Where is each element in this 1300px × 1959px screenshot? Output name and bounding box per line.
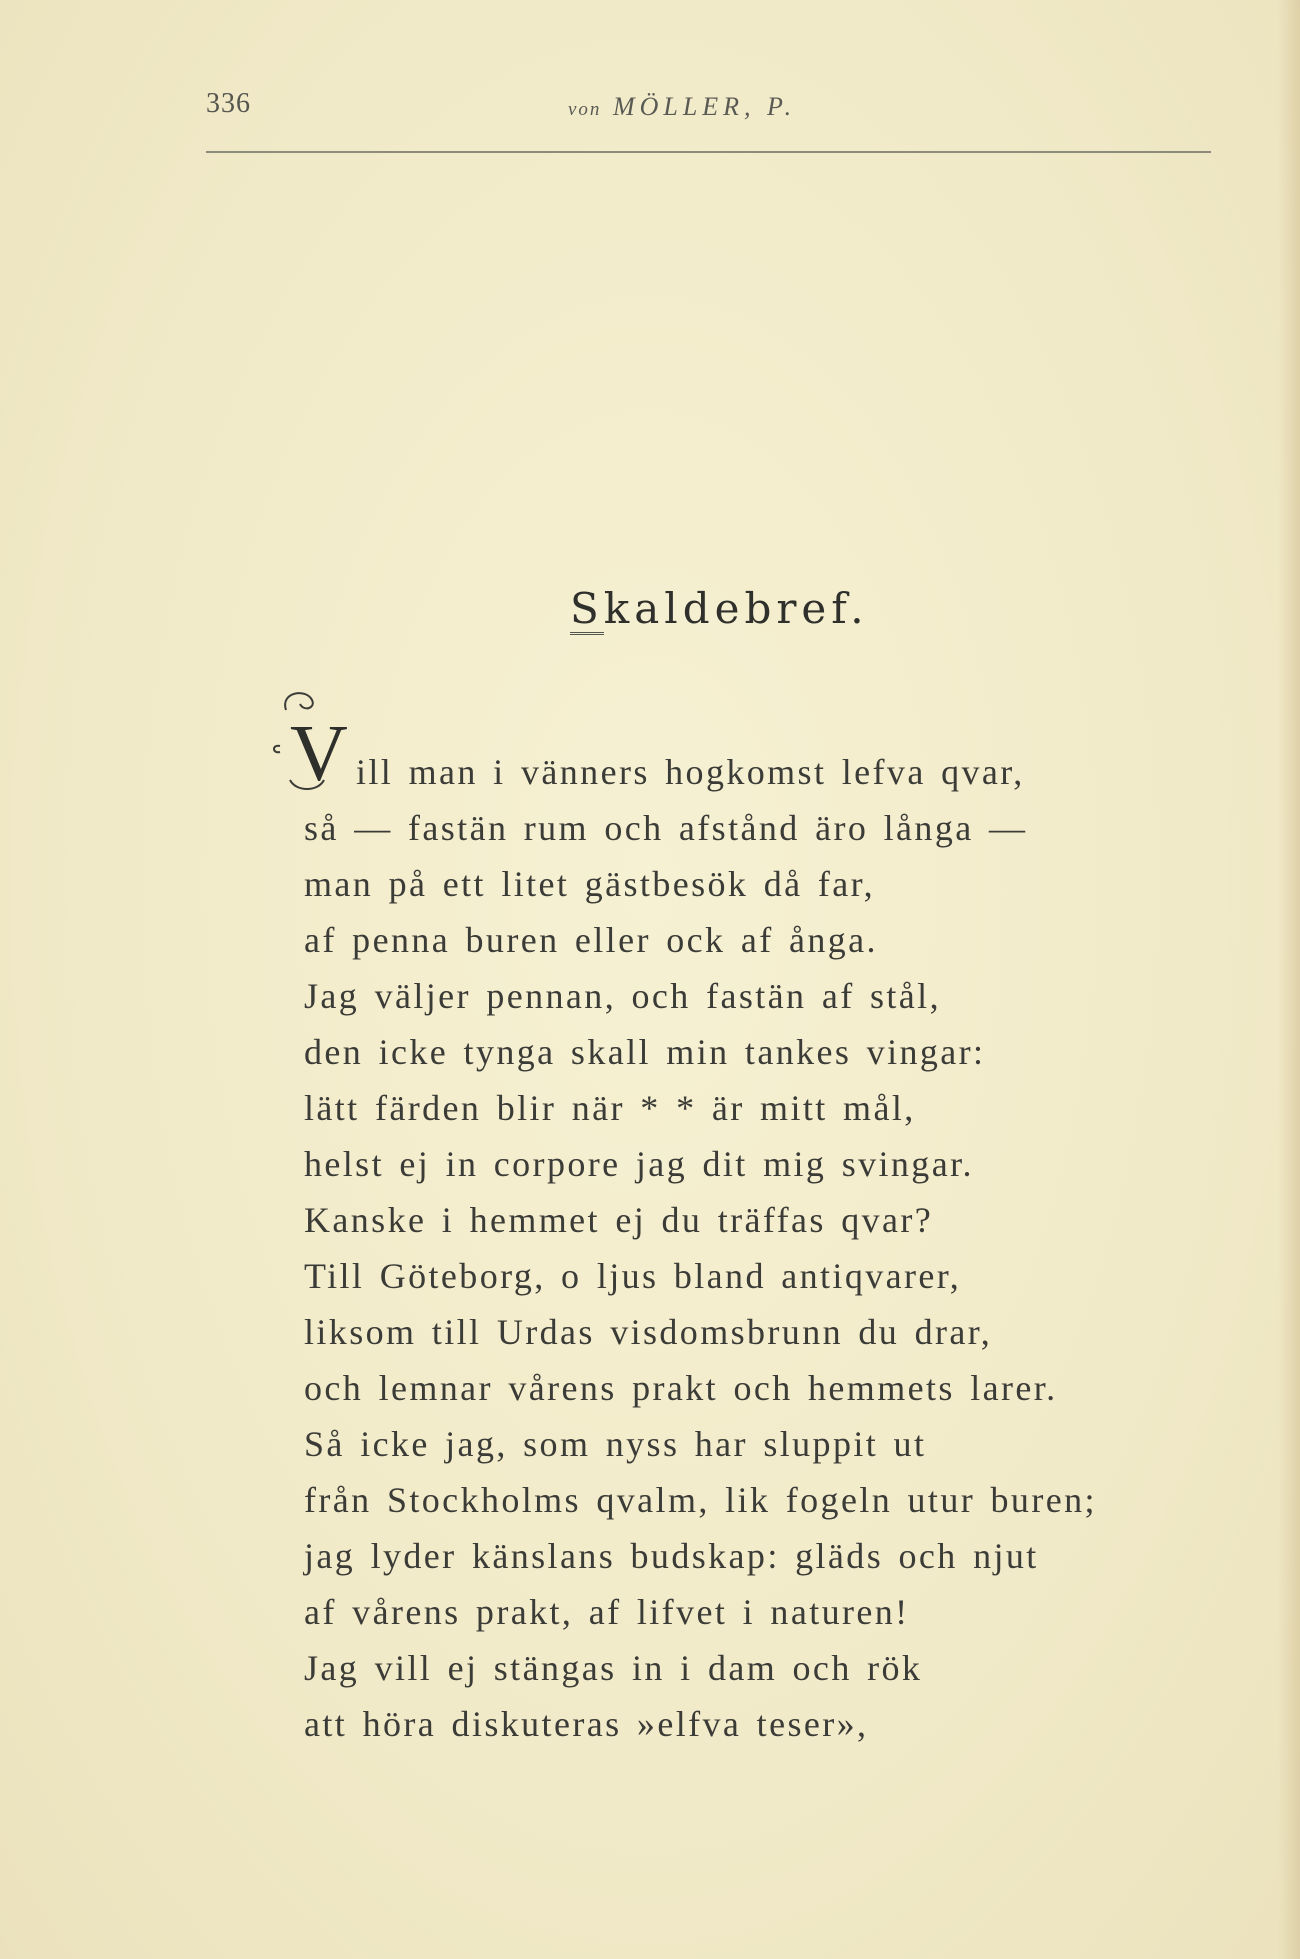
poem-title-initial: S xyxy=(570,584,604,633)
poem-title xyxy=(570,584,869,635)
verse-line: Jag vill ej stängas in i dam och rök xyxy=(304,1648,923,1688)
dropcap-letter: V xyxy=(290,710,348,796)
verse-line: så — fastän rum och afstånd äro långa — xyxy=(304,808,1028,848)
verse-line: Så icke jag, som nyss har sluppit ut xyxy=(304,1424,927,1464)
page-number: 336 xyxy=(206,88,251,119)
dropcap-flourish-left xyxy=(274,746,280,753)
verse-line: man på ett litet gästbesök då far, xyxy=(304,864,875,904)
verse-line: Kanske i hemmet ej du träffas qvar? xyxy=(304,1200,934,1240)
verse-line: att höra diskuteras »elfva teser», xyxy=(304,1704,869,1744)
verse-line: den icke tynga skall min tankes vingar: xyxy=(304,1032,986,1072)
verse-line: Jag väljer pennan, och fastän af stål, xyxy=(304,976,941,1016)
running-head-prefix: von xyxy=(568,99,602,120)
verse-line: jag lyder känslans budskap: gläds och njut xyxy=(304,1536,1039,1576)
page-header xyxy=(206,88,1211,128)
running-head-author: MÖLLER, P. xyxy=(612,92,797,121)
verse-line: helst ej in corpore jag dit mig svingar. xyxy=(304,1144,974,1184)
dropcap-flourish-top xyxy=(285,693,313,710)
verse-line: ill man i vänners hogkomst lefva qvar, xyxy=(356,752,1025,792)
poem-body xyxy=(304,744,1204,1752)
verse-line: Till Göteborg, o ljus bland antiqvarer, xyxy=(304,1256,962,1296)
header-rule xyxy=(206,151,1211,153)
verse-line: lätt färden blir när * * är mitt mål, xyxy=(304,1088,916,1128)
verse-line: och lemnar vårens prakt och hemmets larer. xyxy=(304,1368,1058,1408)
poem-title-rest: kaldebref. xyxy=(603,584,869,633)
running-head xyxy=(568,92,796,122)
verse-line: liksom till Urdas visdomsbrunn du drar, xyxy=(304,1312,993,1352)
verse-line: af penna buren eller ock af ånga. xyxy=(304,920,878,960)
verse-line: af vårens prakt, af lifvet i naturen! xyxy=(304,1592,910,1632)
page-edge-shadow xyxy=(1278,0,1300,1959)
verse-line: från Stockholms qvalm, lik fogeln utur buren; xyxy=(304,1480,1097,1520)
